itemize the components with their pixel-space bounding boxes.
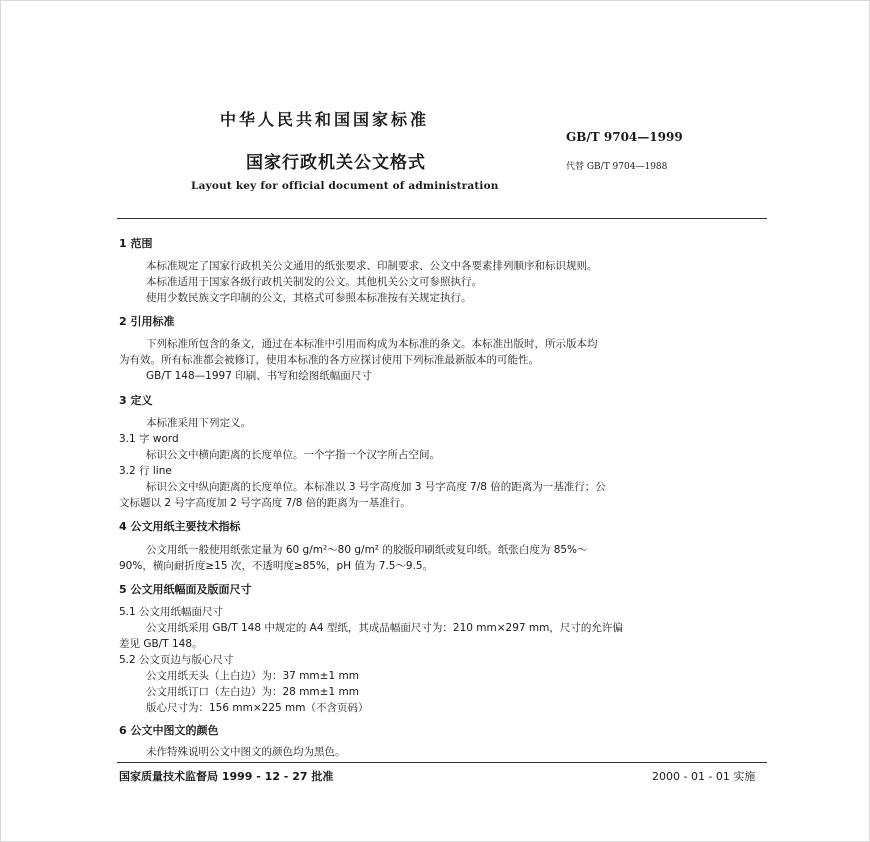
section-5-2-line-3: 版心尺寸为：156 mm×225 mm（不含页码） xyxy=(146,702,369,714)
replaces-note: 代替 GB/T 9704—1988 xyxy=(566,162,668,172)
section-5-heading: 5 公文用纸幅面及版面尺寸 xyxy=(119,583,252,596)
standard-code: GB/T 9704—1999 xyxy=(566,130,683,144)
definition-3-2-heading: 3.2 行 line xyxy=(119,465,172,477)
section-2-reference: GB/T 148—1997 印刷、书写和绘图纸幅面尺寸 xyxy=(146,370,372,382)
section-5-2-line-1: 公文用纸天头（上白边）为：37 mm±1 mm xyxy=(146,670,359,682)
footer-rule xyxy=(117,762,767,763)
section-1-para-1: 本标准规定了国家行政机关公文通用的纸张要求、印制要求、公文中各要素排列顺序和标识规则。 xyxy=(146,260,598,272)
section-5-1-heading: 5.1 公文用纸幅面尺寸 xyxy=(119,606,224,618)
section-3-heading: 3 定义 xyxy=(119,394,153,407)
section-2-heading: 2 引用标准 xyxy=(119,315,175,328)
definition-3-2-text-a: 标识公文中纵向距离的长度单位。本标准以 3 号字高度加 3 号字高度 7/8 倍的距离为一基准行；公 xyxy=(146,481,606,493)
definition-3-2-text-b: 文标题以 2 号字高度加 2 号字高度 7/8 倍的距离为一基准行。 xyxy=(119,497,411,509)
section-6-para-1: 未作特殊说明公文中图文的颜色均为黑色。 xyxy=(146,746,346,758)
section-4-heading: 4 公文用纸主要技术指标 xyxy=(119,520,241,533)
section-4-para-a: 公文用纸一般使用纸张定量为 60 g/m²～80 g/m² 的胶版印刷纸或复印纸。纸张白度为 85%～ xyxy=(146,544,588,556)
section-2-para-1b: 为有效。所有标准都会被修订，使用本标准的各方应探讨使用下列标准最新版本的可能性。 xyxy=(119,354,539,366)
section-5-1-para-a: 公文用纸采用 GB/T 148 中规定的 A4 型纸，其成品幅面尺寸为：210 mm×297 mm，尺寸的允许偏 xyxy=(146,622,623,634)
section-4-para-b: 90%，横向耐折度≥15 次，不透明度≥85%，pH 值为 7.5～9.5。 xyxy=(119,560,434,572)
standard-name: 中华人民共和国国家标准 xyxy=(220,110,430,129)
section-5-2-line-2: 公文用纸订口（左白边）为：28 mm±1 mm xyxy=(146,686,359,698)
effective-date: 2000 - 01 - 01 实施 xyxy=(652,770,756,783)
section-6-heading: 6 公文中图文的颜色 xyxy=(119,724,219,737)
section-2-para-1a: 下列标准所包含的条文，通过在本标准中引用而构成为本标准的条文。本标准出版时，所示版本均 xyxy=(146,338,598,350)
section-1-para-2: 本标准适用于国家各级行政机关制发的公文。其他机关公文可参照执行。 xyxy=(146,276,482,288)
definition-3-1-text: 标识公文中横向距离的长度单位。一个字指一个汉字所占空间。 xyxy=(146,449,440,461)
section-1-heading: 1 范围 xyxy=(119,237,153,250)
definition-3-1-heading: 3.1 字 word xyxy=(119,433,179,445)
header-rule xyxy=(117,218,767,219)
section-5-2-heading: 5.2 公文页边与版心尺寸 xyxy=(119,654,234,666)
english-title: Layout key for official document of administration xyxy=(191,180,499,192)
approval-line: 国家质量技术监督局 1999 - 12 - 27 批准 xyxy=(119,770,334,783)
section-5-1-para-b: 差见 GB/T 148。 xyxy=(119,638,203,650)
section-3-para-1: 本标准采用下列定义。 xyxy=(146,417,251,429)
document-title: 国家行政机关公文格式 xyxy=(246,153,426,173)
section-1-para-3: 使用少数民族文字印制的公文，其格式可参照本标准按有关规定执行。 xyxy=(146,292,472,304)
